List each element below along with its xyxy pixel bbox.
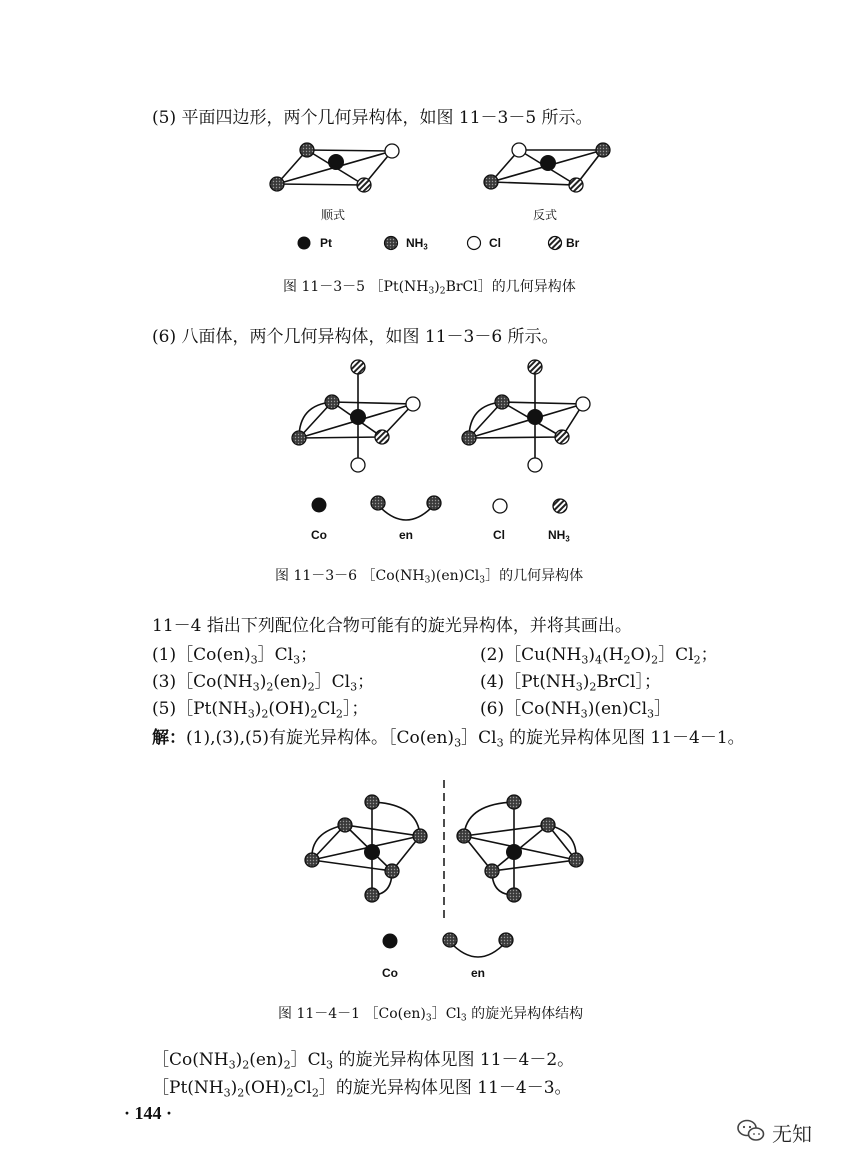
nh3-legend-icon-2 (550, 496, 570, 516)
legend-co: Co (311, 528, 327, 542)
enantiomer-left-diagram (300, 790, 440, 920)
item-6: $(6)[Co(NH_3)(en)Cl_3]$ (480, 699, 672, 721)
cl-legend-icon-2 (490, 496, 510, 516)
watermark-text: 无知 (772, 1122, 812, 1146)
legend-cl-2: Cl (493, 528, 505, 542)
tail-line-2: $[Pt(NH_3)_2(OH)_2Cl_2]$的旋光异构体见图 11－4－3。 (152, 1078, 572, 1100)
co-legend-icon-3 (380, 931, 400, 951)
octahedral-isomer-1-diagram (285, 355, 425, 475)
page-number: · 144 · (124, 1103, 173, 1123)
wechat-icon (736, 1118, 766, 1144)
figure-11-4-1-caption: 图 11－4－1 $[Co(en)_3]Cl_3$ 的旋光异构体结构 (278, 1006, 584, 1024)
legend-cl: Cl (489, 236, 501, 250)
section-5-text: (5) 平面四边形，两个几何异构体，如图 11－3－5 所示。 (152, 108, 593, 128)
mirror-line (440, 780, 448, 920)
legend-nh3-2: $NH_3$ (548, 528, 570, 544)
legend-en-3: en (471, 966, 486, 980)
item-5: $(5)[Pt(NH_3)_2(OH)_2Cl_2]$； (152, 699, 369, 721)
legend-br: Br (566, 236, 580, 250)
item-1: $(1)[Co(en)_3]Cl_3$； (152, 645, 318, 667)
figure-11-3-6-caption: 图 11－3－6 $[Co(NH_3)(en)Cl_3]$的几何异构体 (275, 568, 584, 586)
square-planar-cis-diagram (260, 135, 410, 195)
legend-pt: Pt (320, 236, 332, 250)
item-3: $(3)[Co(NH_3)_2(en)_2]Cl_3$； (152, 672, 375, 694)
octahedral-isomer-2-diagram (455, 355, 595, 475)
nh3-legend-icon (383, 235, 399, 251)
tail-line-1: $[Co(NH_3)_2(en)_2]Cl_3$ 的旋光异构体见图 11－4－2。 (152, 1050, 575, 1072)
item-2: $(2)[Cu(NH_3)_4(H_2O)_2]Cl_2$； (480, 645, 718, 667)
question-11-4-title: 11－4 指出下列配位化合物可能有的旋光异构体，并将其画出。 (152, 616, 632, 636)
legend-en: en (399, 528, 414, 542)
legend-co-3: Co (382, 966, 398, 980)
trans-label: 反式 (533, 208, 558, 222)
item-4: $(4)[Pt(NH_3)_2BrCl]$； (480, 672, 661, 694)
square-planar-trans-diagram (476, 135, 626, 195)
br-legend-icon (547, 235, 563, 251)
answer-line: 解：(1),(3),(5)有旋光异构体。$[Co(en)_3]Cl_3$ 的旋光异构体见图 11－4－1。 (152, 728, 745, 750)
en-legend-icon (368, 493, 444, 529)
pt-legend-icon (296, 235, 312, 251)
figure-11-3-5-caption: 图 11－3－5 $[Pt(NH_3)_2BrCl]$的几何异构体 (283, 279, 576, 297)
section-6-text: (6) 八面体，两个几何异构体，如图 11－3－6 所示。 (152, 327, 559, 347)
en-legend-icon-3 (440, 930, 516, 966)
legend-nh3: $NH_3$ (406, 236, 428, 252)
cis-label: 顺式 (321, 208, 346, 222)
cl-legend-icon (466, 235, 482, 251)
enantiomer-right-diagram (452, 790, 592, 920)
co-legend-icon (309, 495, 329, 515)
